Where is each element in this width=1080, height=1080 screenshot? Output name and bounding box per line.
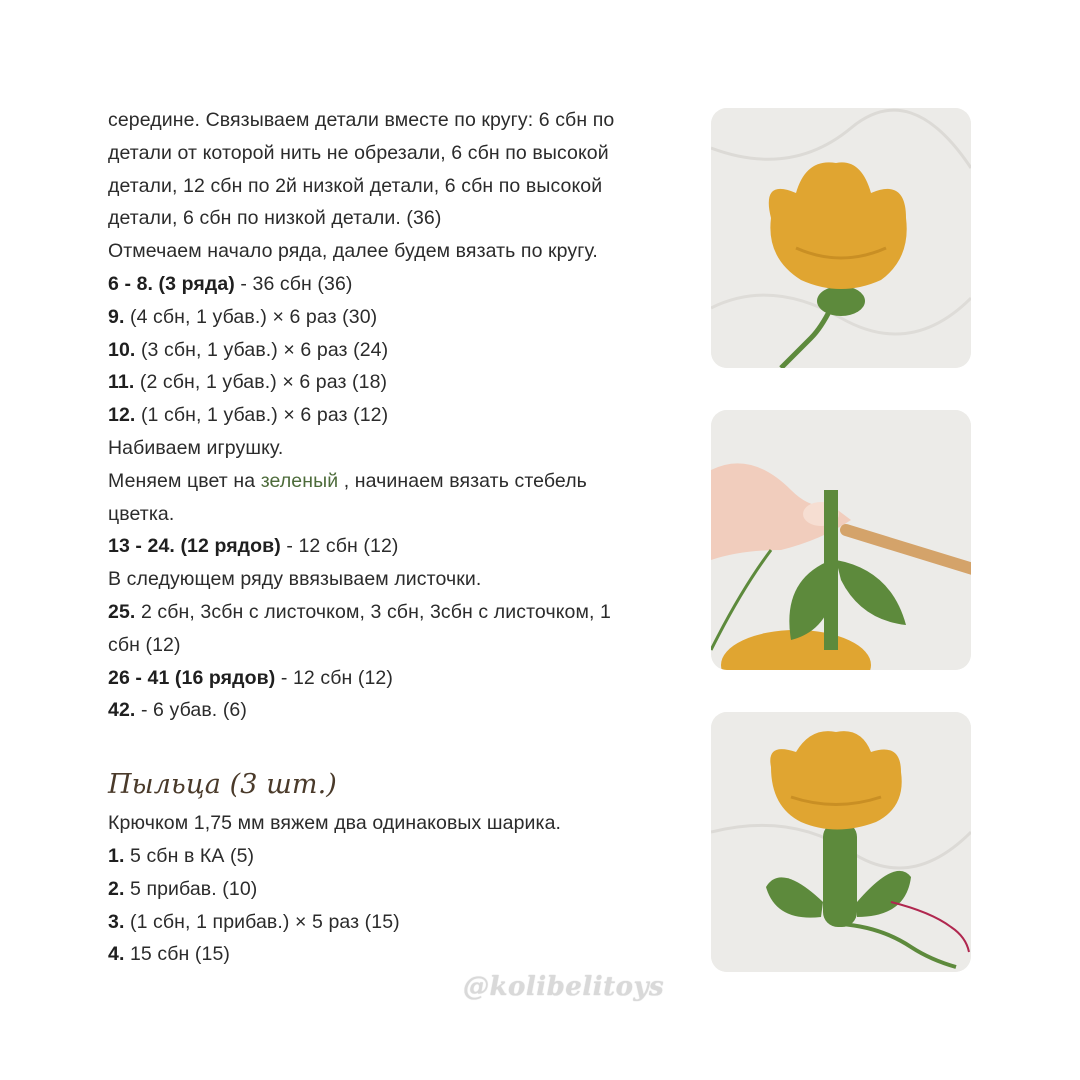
row-text: - 6 убав. (6) — [135, 699, 247, 722]
row-text: 5 сбн в КА (5) — [124, 844, 255, 867]
pollen-row-2 — [108, 873, 648, 906]
row-12 — [108, 399, 648, 432]
pollen-row-4 — [108, 938, 648, 971]
pollen-row-3 — [108, 906, 648, 939]
row-number: 1. — [108, 844, 125, 867]
text-line: детали, 12 сбн по 2й низкой детали, 6 сбн по высокой — [108, 174, 603, 197]
row-number: 3. — [108, 910, 125, 933]
row-number: 4. — [108, 943, 125, 966]
finished-flower-illustration — [711, 712, 971, 972]
row-text: - 12 сбн (12) — [280, 535, 399, 558]
row-10 — [108, 334, 648, 367]
text-line: Крючком 1,75 мм вяжем два одинаковых шарика. — [108, 812, 562, 835]
row-text: (1 сбн, 1 убав.) × 6 раз (12) — [135, 404, 389, 427]
photo-finished-flower — [711, 712, 971, 972]
text-fragment: , начинаем вязать стебель — [338, 469, 587, 492]
flower-head-illustration — [711, 108, 971, 368]
row-11 — [108, 366, 648, 399]
row-text: (1 сбн, 1 прибав.) × 5 раз (15) — [124, 910, 400, 933]
row-text: - 12 сбн (12) — [275, 666, 393, 689]
stem-leaves-illustration — [711, 410, 971, 670]
green-word: зеленый — [260, 469, 339, 492]
photo-flower-head — [711, 108, 971, 368]
text-line: детали, 6 сбн по низкой детали. (36) — [108, 207, 442, 230]
row-number: 9. — [108, 305, 125, 328]
row-text: (2 сбн, 1 убав.) × 6 раз (18) — [134, 371, 388, 394]
text-line: цветка. — [108, 502, 175, 525]
row-number: 6 - 8. (3 ряда) — [108, 272, 235, 295]
photo-stem-with-leaves — [711, 410, 971, 670]
row-text: 5 прибав. (10) — [124, 877, 258, 900]
row-number: 11. — [108, 371, 135, 394]
text-fragment: Меняем цвет на — [108, 469, 261, 492]
text-line: Отмечаем начало ряда, далее будем вязать по кругу. — [108, 240, 598, 263]
watermark-handle: @kolibelitoys — [463, 972, 665, 1002]
row-text: 15 сбн (15) — [124, 943, 230, 966]
row-number: 10. — [108, 338, 136, 361]
color-change-line — [108, 465, 648, 498]
instructions-text — [108, 104, 648, 971]
text-line: сбн (12) — [108, 633, 181, 656]
row-number: 12. — [108, 404, 136, 427]
row-number: 25. — [108, 600, 136, 623]
row-text: 2 сбн, 3сбн с листочком, 3 сбн, 3сбн с листочком, 1 — [135, 600, 611, 623]
row-number: 42. — [108, 699, 136, 722]
text-line: Набиваем игрушку. — [108, 436, 284, 459]
pollen-row-1 — [108, 840, 648, 873]
row-text: (4 сбн, 1 убав.) × 6 раз (30) — [124, 305, 378, 328]
text-line: детали от которой нить не обрезали, 6 сбн по высокой — [108, 141, 609, 164]
row-25 — [108, 596, 648, 629]
row-number: 26 - 41 (16 рядов) — [108, 666, 276, 689]
row-42 — [108, 694, 648, 727]
row-26-41 — [108, 662, 648, 695]
row-13-24 — [108, 530, 648, 563]
section-title-pollen: Пыльца (3 шт.) — [108, 769, 337, 801]
row-6-8 — [108, 268, 648, 301]
text-line: середине. Связываем детали вместе по кругу: 6 сбн по — [108, 109, 615, 131]
row-9 — [108, 301, 648, 334]
text-line: В следующем ряду ввязываем листочки. — [108, 568, 482, 591]
row-number: 2. — [108, 877, 125, 900]
row-text: - 36 сбн (36) — [234, 272, 353, 295]
row-number: 13 - 24. (12 рядов) — [108, 535, 281, 558]
row-text: (3 сбн, 1 убав.) × 6 раз (24) — [135, 338, 389, 361]
